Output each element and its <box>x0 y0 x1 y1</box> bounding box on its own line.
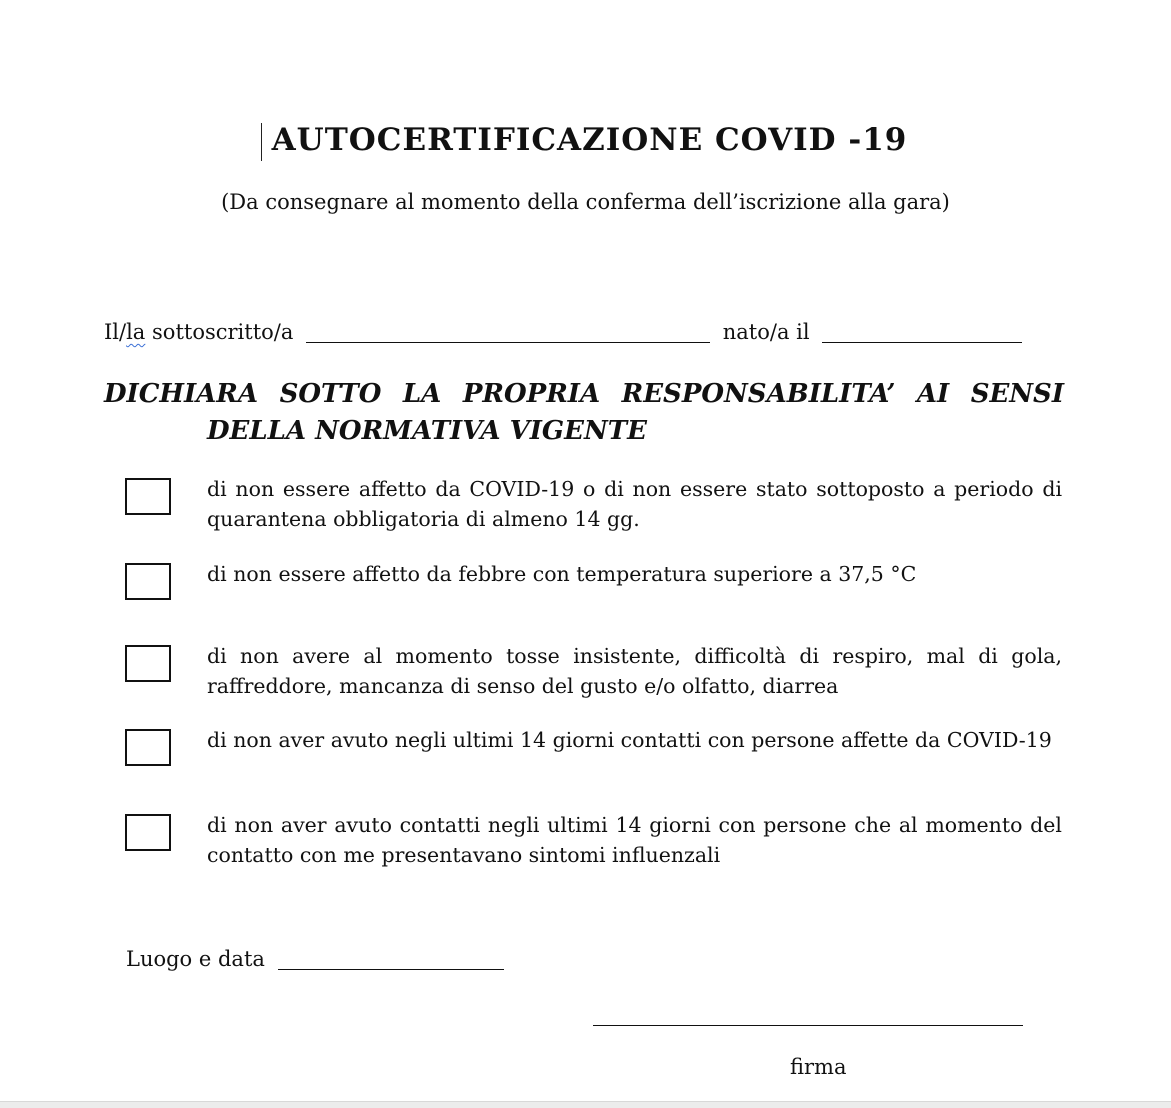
signer-name-field[interactable] <box>306 341 710 343</box>
checkbox-3[interactable] <box>125 645 171 682</box>
item-text-3: di non avere al momento tosse insistente, difficoltà di respiro, mal di gola, raffreddore, mancanza di senso del gusto e/o olfatto, diarrea <box>207 644 1062 698</box>
checkbox-5[interactable] <box>125 814 171 851</box>
item-text-4: di non aver avuto negli ultimi 14 giorni contatti con persone affette da COVID-19 <box>207 728 1052 752</box>
item-text-2: di non essere affetto da febbre con temperatura superiore a 37,5 °C <box>207 562 917 586</box>
place-date-line <box>126 947 510 971</box>
checkbox-2[interactable] <box>125 563 171 600</box>
item-text-5: di non aver avuto contatti negli ultimi 14 giorni con persone che al momento del contatto con me presentavano sintomi influenzali <box>207 813 1062 867</box>
birth-date-field[interactable] <box>822 341 1022 343</box>
document-title: AUTOCERTIFICAZIONE COVID -19 <box>271 122 908 158</box>
signature-field[interactable] <box>593 1025 1023 1026</box>
place-date-label: Luogo e data <box>126 947 265 971</box>
checkbox-1[interactable] <box>125 478 171 515</box>
signature-label: firma <box>790 1055 847 1079</box>
item-text-1: di non essere affetto da COVID-19 o di non essere stato sottoposto a periodo di quarantena obbligatoria di almeno 14 gg. <box>207 477 1062 531</box>
signer-label-part3: sottoscritto/a <box>145 320 294 344</box>
declaration-line-1: DICHIARA SOTTO LA PROPRIA RESPONSABILITA’ AI SENSI <box>104 379 1064 409</box>
place-date-field[interactable] <box>278 968 504 970</box>
born-label: nato/a il <box>722 320 810 344</box>
signer-line <box>104 320 1028 344</box>
checkbox-4[interactable] <box>125 729 171 766</box>
document-subtitle: (Da consegnare al momento della conferma dell’iscrizione alla gara) <box>221 190 950 214</box>
declaration-line-2: DELLA NORMATIVA VIGENTE <box>207 416 647 446</box>
signer-label-part1: Il/ <box>104 320 127 344</box>
signer-label-spellcheck: la <box>126 320 146 344</box>
